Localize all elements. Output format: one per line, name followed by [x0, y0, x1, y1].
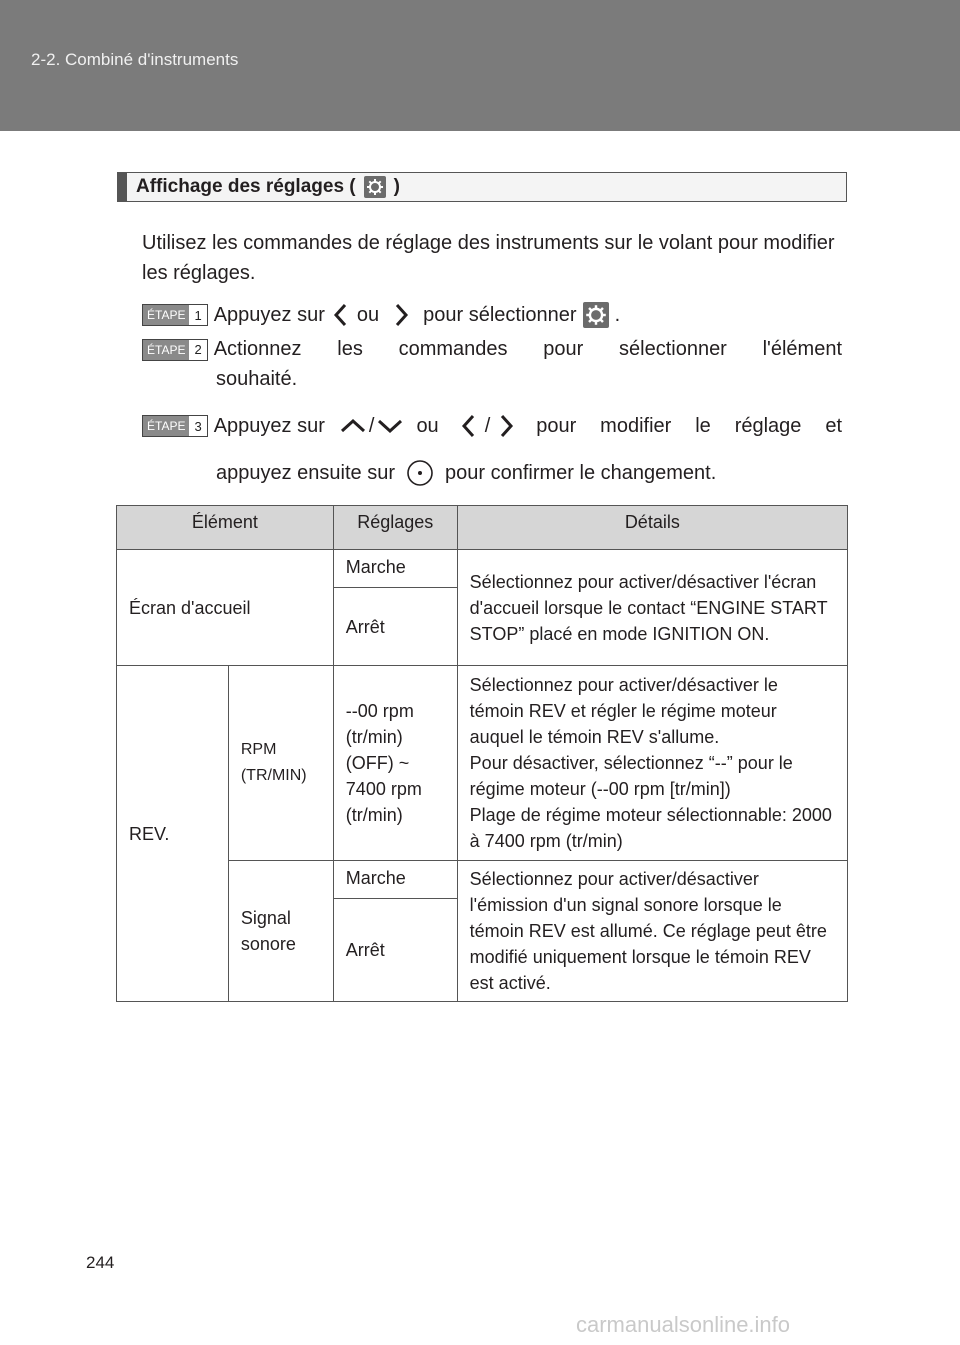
step-text: ou	[416, 414, 439, 437]
heading-text	[136, 176, 400, 198]
table-row	[117, 550, 848, 588]
step-badge-number: 3	[194, 418, 202, 434]
chevron-up-icon	[339, 416, 367, 436]
step-badge-number: 1	[194, 307, 202, 323]
rpm-range-line: (tr/min)	[345, 727, 403, 747]
step-2	[142, 338, 842, 361]
setting-off: Arrêt	[333, 899, 457, 1002]
rpm-range-line: (tr/min)	[345, 805, 403, 825]
watermark: carmanualsonline.info	[576, 1312, 791, 1337]
column-header-settings: Réglages	[333, 506, 457, 550]
step-badge-word: ÉTAPE	[143, 340, 189, 360]
section-heading	[117, 172, 847, 202]
step-badge-word: ÉTAPE	[143, 305, 189, 325]
step-badge-word: ÉTAPE	[143, 416, 189, 436]
rpm-label: RPM	[240, 741, 277, 758]
table-row	[117, 666, 848, 861]
step-badge	[142, 415, 208, 437]
heading-accent-bar	[118, 173, 127, 201]
column-header-element: Élément	[117, 506, 334, 550]
step-1	[142, 302, 620, 328]
step-text: pour confirmer le changement.	[445, 461, 717, 484]
table-header-row	[117, 506, 848, 550]
step-text: Appuyez sur	[213, 414, 325, 437]
rpm-range-line: 7400 rpm	[345, 779, 422, 799]
chevron-left-icon	[459, 413, 479, 439]
buzzer-label: Signal	[240, 908, 291, 928]
details-buzzer: Sélectionnez pour activer/désactiver l'émission d'un signal sonore lorsque le témoin REV est allumé. Ce réglage peut être modifié uniquement lorsque le témoin REV est activé.	[457, 861, 847, 1002]
subitem-buzzer	[228, 861, 333, 1002]
details-line: Plage de régime moteur sélectionnable: 2000 à 7400 rpm (tr/min)	[469, 805, 832, 851]
step-2-continuation: souhaité.	[216, 368, 298, 390]
chevron-down-icon	[376, 416, 404, 436]
details-rpm	[457, 666, 847, 861]
step-badge-number: 2	[194, 342, 202, 357]
gear-icon	[364, 176, 386, 198]
chevron-right-icon	[496, 413, 516, 439]
step-text: ou	[356, 303, 380, 326]
step-3	[142, 413, 842, 439]
step-text: pour sélectionner	[423, 303, 577, 326]
step-text: /	[368, 414, 375, 437]
subitem-rpm	[228, 666, 333, 861]
step-text: pour modifier le réglage et	[536, 414, 842, 437]
details-home-screen: Sélectionnez pour activer/désactiver l'écran d'accueil lorsque le contact “ENGINE START STOP” placé en mode IGNITION ON.	[457, 550, 847, 666]
rpm-range-line: (OFF) ~	[345, 753, 410, 773]
step-text: Actionnez les commandes pour sélectionner l'élément	[213, 338, 842, 360]
gear-icon	[583, 302, 609, 328]
setting-on: Marche	[333, 550, 457, 588]
step-text: .	[614, 303, 621, 326]
section-reference: 2-2. Combiné d'instruments	[31, 50, 239, 69]
step-badge	[142, 339, 208, 361]
column-header-details: Détails	[457, 506, 847, 550]
rpm-range-line: --00 rpm	[345, 701, 414, 721]
heading-title-end: )	[393, 176, 400, 197]
center-button-icon	[405, 458, 435, 488]
step-text: Appuyez sur	[213, 303, 325, 326]
intro-paragraph: Utilisez les commandes de réglage des instruments sur le volant pour modifier les réglages.	[142, 232, 835, 284]
setting-off: Arrêt	[333, 588, 457, 666]
step-badge	[142, 304, 208, 326]
item-rev: REV.	[117, 666, 229, 1002]
details-line: Sélectionnez pour activer/désactiver le témoin REV et régler le régime moteur auquel le témoin REV s'allume.	[469, 675, 778, 747]
setting-on: Marche	[333, 861, 457, 899]
details-line: Pour désactiver, sélectionnez “--” pour le régime moteur (--00 rpm [tr/min])	[469, 753, 793, 799]
item-home-screen: Écran d'accueil	[117, 550, 334, 666]
step-3-continuation	[216, 458, 716, 488]
chevron-right-icon	[391, 302, 411, 328]
settings-table	[116, 505, 848, 1002]
rpm-unit-label: (TR/MIN)	[240, 767, 307, 784]
chevron-left-icon	[331, 302, 351, 328]
buzzer-label: sonore	[240, 934, 296, 954]
setting-rpm-range	[333, 666, 457, 861]
step-text: /	[484, 414, 491, 437]
step-text: appuyez ensuite sur	[216, 461, 396, 484]
page-number: 244	[86, 1253, 115, 1272]
heading-title-start: Affichage des réglages (	[136, 176, 356, 197]
